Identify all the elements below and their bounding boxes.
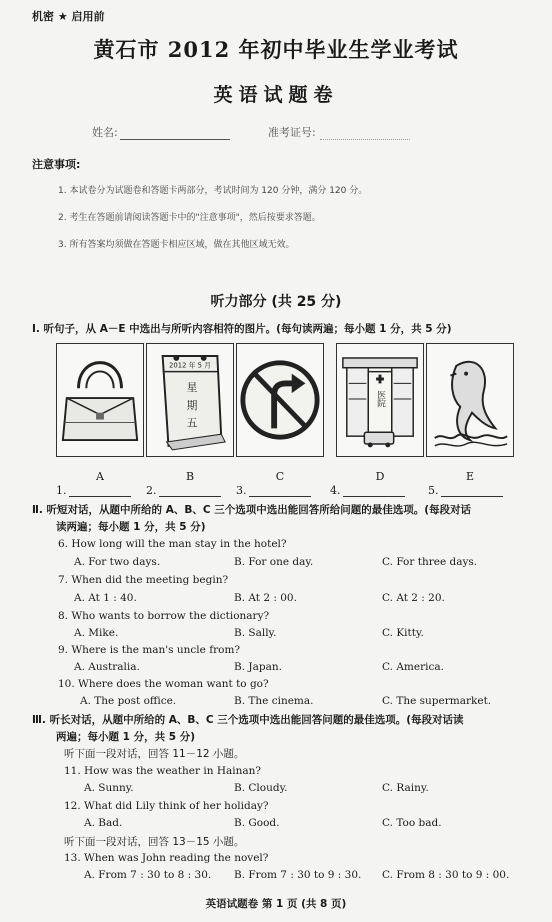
option-c: C. At 2 : 20.: [382, 592, 445, 604]
blank-number: 2.: [146, 484, 157, 497]
option-a: A. At 1 : 40.: [74, 592, 137, 604]
name-line: [120, 128, 230, 140]
part-title: 听力部分 (共 25 分): [210, 294, 342, 310]
option-c: C. From 8 : 30 to 9 : 00.: [382, 869, 510, 881]
option-c: C. Too bad.: [382, 817, 442, 829]
exam-title: 黄石市 2012 年初中毕业生学业考试: [93, 37, 459, 62]
hospital-icon: [337, 344, 423, 456]
option-b: B. From 7 : 30 to 9 : 30.: [234, 869, 362, 881]
question: 13. When was John reading the novel?: [64, 852, 269, 864]
picture-b: [146, 343, 234, 457]
picture-label: E: [465, 470, 475, 483]
question: 11. How was the weather in Hainan?: [64, 765, 262, 777]
confidential-label: 机密 ★ 启用前: [32, 10, 105, 23]
option-c: C. Kitty.: [382, 627, 424, 639]
exam-subtitle: 英语试题卷: [213, 84, 339, 106]
option-c: C. The supermarket.: [382, 695, 492, 707]
section3-title-cont: 两遍；每小题 1 分，共 5 分): [56, 731, 196, 743]
calendar-char: 五: [186, 416, 198, 430]
answer-blank[interactable]: [428, 484, 503, 497]
name-field: [92, 124, 230, 140]
picture-e: [426, 343, 514, 457]
section1-title: Ⅰ. 听句子，从 A－E 中选出与所听内容相符的图片。(每句读两遍；每小题 1 分，共 5 分): [32, 323, 452, 335]
question: 7. When did the meeting begin?: [58, 574, 229, 586]
question: 6. How long will the man stay in the hotel?: [58, 538, 287, 550]
dolphin-icon: [427, 344, 513, 456]
option-b: B. The cinema.: [234, 695, 314, 707]
picture-label: D: [375, 470, 385, 483]
picture-label: C: [275, 470, 285, 483]
blank-number: 3.: [236, 484, 247, 497]
blank-line: [249, 485, 311, 497]
option-b: B. Good.: [234, 817, 280, 829]
option-a: A. Mike.: [74, 627, 119, 639]
option-c: C. Rainy.: [382, 782, 429, 794]
instruction: 听下面一段对话，回答 13－15 小题。: [64, 836, 245, 848]
blank-line: [159, 485, 221, 497]
option-a: A. From 7 : 30 to 8 : 30.: [84, 869, 212, 881]
handbag-icon: [57, 344, 143, 456]
no-right-turn-icon: [237, 344, 323, 456]
id-line: [320, 128, 410, 140]
option-a: A. Sunny.: [84, 782, 134, 794]
blank-line: [69, 485, 131, 497]
section3-title: Ⅲ. 听长对话，从题中所给的 A、B、C 三个选项中选出能回答问题的最佳选项。(每段对话读: [32, 714, 464, 726]
id-field: [268, 124, 410, 140]
answer-blank[interactable]: [330, 484, 405, 497]
blank-number: 1.: [56, 484, 67, 497]
picture-c: [236, 343, 324, 457]
option-a: A. Bad.: [84, 817, 123, 829]
blank-number: 5.: [428, 484, 439, 497]
calendar-char: 期: [186, 398, 198, 412]
option-a: A. For two days.: [74, 556, 161, 568]
hospital-sign-text: 医院: [375, 390, 385, 408]
page-footer: 英语试题卷 第 1 页 (共 8 页): [205, 898, 347, 910]
notes-title: 注意事项:: [32, 158, 81, 171]
section2-title-cont: 读两遍；每小题 1 分，共 5 分): [56, 521, 206, 533]
picture-d: [336, 343, 424, 457]
instruction: 听下面一段对话，回答 11－12 小题。: [64, 748, 245, 760]
question: 12. What did Lily think of her holiday?: [64, 800, 269, 812]
option-b: B. Sally.: [234, 627, 277, 639]
option-b: B. At 2 : 00.: [234, 592, 297, 604]
option-b: B. For one day.: [234, 556, 314, 568]
note-item: 1. 本试卷分为试题卷和答题卡两部分，考试时间为 120 分钟，满分 120 分。: [58, 186, 368, 196]
answer-blank[interactable]: [56, 484, 131, 497]
answer-blank[interactable]: [146, 484, 221, 497]
question: 10. Where does the woman want to go?: [58, 678, 269, 690]
calendar-date-text: 2012 年 5 月: [169, 361, 211, 370]
option-a: A. The post office.: [80, 695, 177, 707]
note-item: 2. 考生在答题前请阅读答题卡中的"注意事项"，然后按要求答题。: [58, 213, 321, 223]
section2-title: Ⅱ. 听短对话，从题中所给的 A、B、C 三个选项中选出能回答所给问题的最佳选项。(每段对话: [32, 504, 472, 516]
answer-blank[interactable]: [236, 484, 311, 497]
id-label: 准考证号:: [268, 126, 316, 139]
picture-label: B: [185, 470, 195, 483]
note-item: 3. 所有答案均须做在答题卡相应区域，做在其他区域无效。: [58, 240, 295, 250]
question: 8. Who wants to borrow the dictionary?: [58, 610, 270, 622]
option-a: A. Australia.: [74, 661, 140, 673]
calendar-icon: [147, 344, 233, 456]
option-b: B. Cloudy.: [234, 782, 288, 794]
blank-line: [441, 485, 503, 497]
calendar-char: 星: [186, 381, 198, 395]
option-c: C. For three days.: [382, 556, 478, 568]
blank-line: [343, 485, 405, 497]
picture-a: [56, 343, 144, 457]
option-c: C. America.: [382, 661, 444, 673]
picture-label: A: [96, 470, 104, 483]
blank-number: 4.: [330, 484, 341, 497]
question: 9. Where is the man's uncle from?: [58, 644, 241, 656]
option-b: B. Japan.: [234, 661, 282, 673]
name-label: 姓名:: [92, 126, 118, 139]
